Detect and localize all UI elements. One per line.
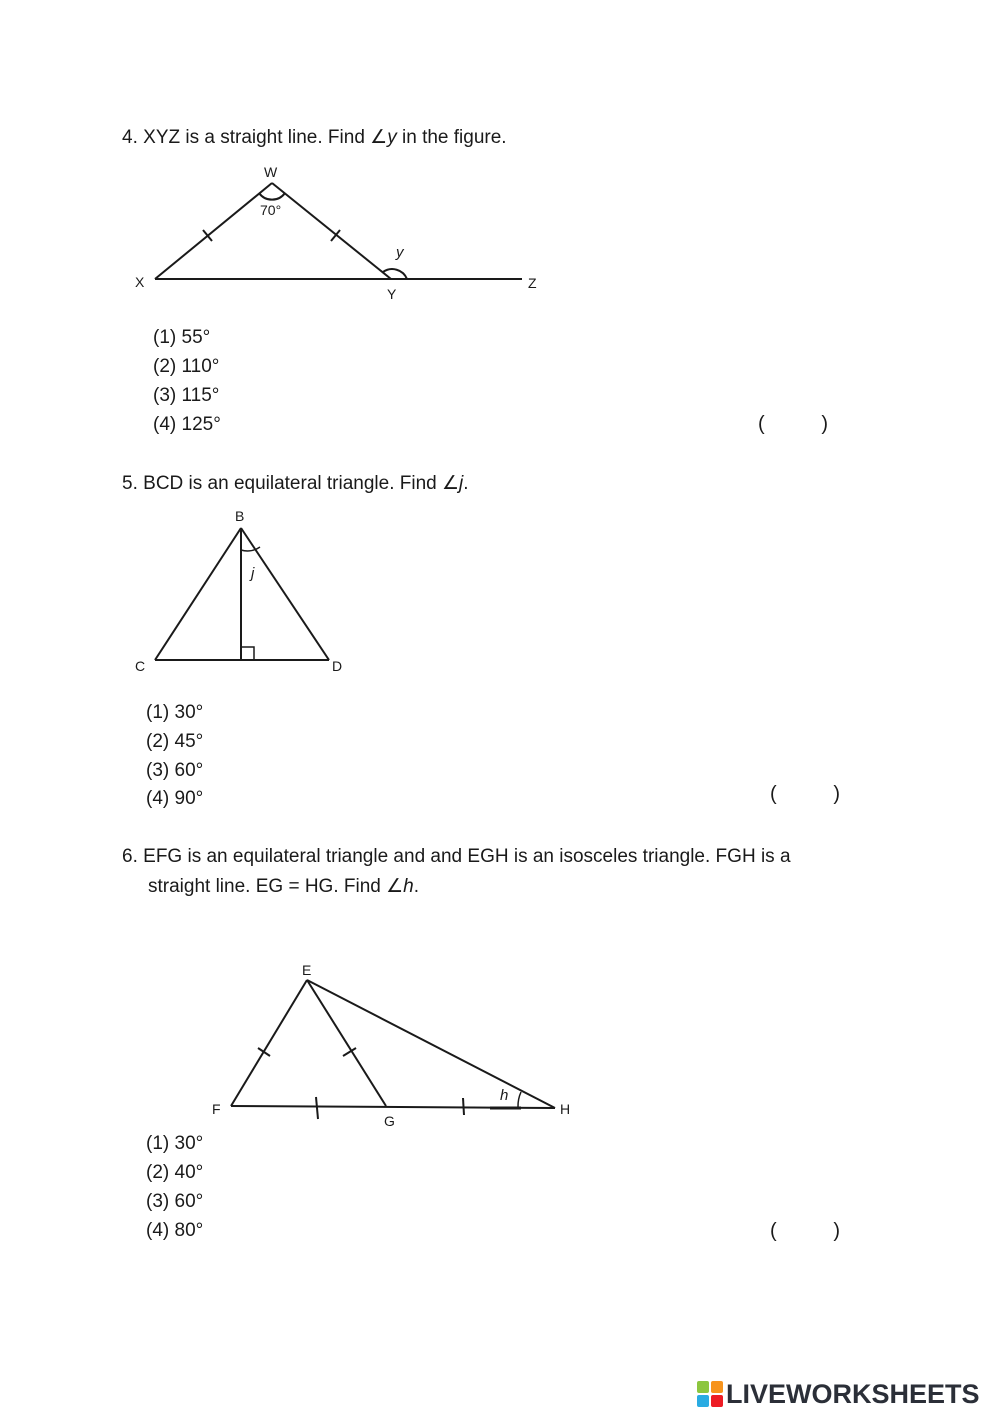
angle-variable: h	[403, 876, 414, 897]
logo-square-3	[697, 1395, 709, 1407]
label-angle-j: j	[251, 565, 255, 582]
label-C: C	[135, 658, 146, 674]
figure-triangle-xyz	[0, 0, 1000, 320]
question-6-prompt-line1	[122, 842, 791, 872]
bracket-open: (	[758, 413, 765, 435]
question-number: 5.	[122, 473, 138, 494]
label-F: F	[212, 1101, 221, 1117]
question-number: 6.	[122, 846, 138, 867]
label-W: W	[264, 164, 278, 180]
q5-option-1[interactable]: (1) 30°	[146, 702, 204, 723]
label-H: H	[560, 1101, 571, 1117]
question-text-end: in the figure.	[396, 127, 507, 148]
logo-text: LIVEWORKSHEETS	[726, 1378, 980, 1409]
bracket-open: (	[770, 783, 777, 805]
q5-option-4[interactable]: (4) 90°	[146, 788, 204, 809]
q5-option-2[interactable]: (2) 45°	[146, 731, 204, 752]
question-6-prompt-line2	[148, 872, 419, 902]
question-text: straight line. EG = HG. Find ∠	[148, 876, 404, 897]
angle-variable: y	[387, 127, 397, 148]
q5-option-3[interactable]: (3) 60°	[146, 760, 204, 781]
figure-triangle-bcd	[0, 490, 1000, 690]
label-E: E	[302, 962, 312, 978]
label-angle-70: 70°	[260, 202, 282, 218]
label-Y: Y	[387, 286, 397, 302]
figure-triangles-efg-egh	[0, 950, 1000, 1140]
q6-option-4[interactable]: (4) 80°	[146, 1220, 204, 1241]
label-X: X	[135, 274, 145, 290]
liveworksheets-logo[interactable]	[697, 1378, 980, 1410]
q4-option-4[interactable]: (4) 125°	[153, 414, 221, 435]
question-text-end: .	[413, 876, 420, 897]
bracket-close: )	[821, 413, 828, 435]
bracket-close: )	[833, 783, 840, 805]
bracket-open: (	[770, 1220, 777, 1242]
q6-option-1[interactable]: (1) 30°	[146, 1133, 204, 1154]
logo-square-2	[711, 1381, 723, 1393]
logo-icon	[697, 1381, 723, 1407]
label-angle-h: h	[500, 1087, 509, 1104]
q4-option-3[interactable]: (3) 115°	[153, 385, 220, 406]
q6-option-2[interactable]: (2) 40°	[146, 1162, 204, 1183]
q4-option-2[interactable]: (2) 110°	[153, 356, 220, 377]
question-text: XYZ is a straight line. Find ∠	[143, 127, 388, 148]
q4-option-1[interactable]: (1) 55°	[153, 327, 211, 348]
label-Z: Z	[528, 275, 537, 291]
question-text: EFG is an equilateral triangle and and EGH is an isosceles triangle. FGH is a	[143, 846, 791, 867]
bracket-close: )	[833, 1220, 840, 1242]
label-angle-y: y	[396, 244, 404, 261]
label-G: G	[384, 1113, 395, 1129]
label-D: D	[332, 658, 343, 674]
question-text: BCD is an equilateral triangle. Find ∠	[143, 473, 460, 494]
question-number: 4.	[122, 127, 138, 148]
angle-variable: j	[459, 473, 464, 494]
logo-square-1	[697, 1381, 709, 1393]
question-text-end: .	[463, 473, 469, 494]
logo-square-4	[711, 1395, 723, 1407]
q6-option-3[interactable]: (3) 60°	[146, 1191, 204, 1212]
label-B: B	[235, 508, 245, 524]
